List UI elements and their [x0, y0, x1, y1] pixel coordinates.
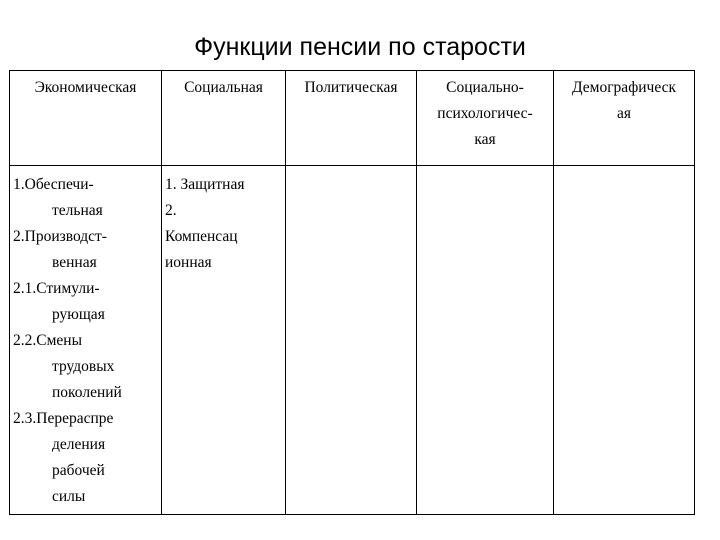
economic-line: 2.1.Стимули-: [13, 280, 100, 297]
social-line: Компенсац: [165, 228, 238, 245]
header-line: кая: [474, 131, 496, 148]
economic-line: трудовых: [52, 358, 115, 375]
cell-social: [162, 166, 286, 515]
header-line: Демографическ: [572, 79, 676, 96]
social-line: ионная: [165, 254, 212, 271]
economic-line: 2.3.Перераспре: [13, 410, 114, 427]
economic-line: 1.Обеспечи-: [13, 176, 94, 193]
header-demographic: [554, 71, 695, 166]
economic-line: поколений: [52, 384, 122, 401]
economic-line: деления: [52, 436, 106, 453]
economic-line: рующая: [52, 306, 105, 323]
header-line: Экономическая: [34, 79, 137, 96]
header-socio-psychological: [417, 71, 554, 166]
economic-line: силы: [52, 488, 86, 505]
header-line: Социально-: [446, 79, 524, 96]
economic-line: венная: [52, 254, 97, 271]
economic-line: 2.Производст-: [13, 228, 107, 245]
page-title: Функции пенсии по старости: [194, 33, 526, 61]
economic-line: рабочей: [52, 462, 105, 479]
social-line: 1. Защитная: [165, 176, 245, 193]
functions-table: [9, 70, 695, 515]
cell-demographic: [554, 166, 695, 515]
header-line: ая: [616, 105, 631, 122]
cell-political: [286, 166, 417, 515]
cell-economic: [10, 166, 162, 515]
header-line: Политическая: [304, 79, 398, 96]
social-line: 2.: [165, 202, 177, 219]
content-row: [10, 166, 695, 515]
header-line: Социальная: [184, 79, 263, 96]
header-economic: [10, 71, 162, 166]
economic-line: тельная: [52, 202, 103, 219]
cell-socio-psychological: [417, 166, 554, 515]
economic-line: 2.2.Смены: [13, 332, 82, 349]
header-social: [162, 71, 286, 166]
header-row: [10, 71, 695, 166]
header-political: [286, 71, 417, 166]
header-line: психологичес-: [437, 105, 533, 122]
